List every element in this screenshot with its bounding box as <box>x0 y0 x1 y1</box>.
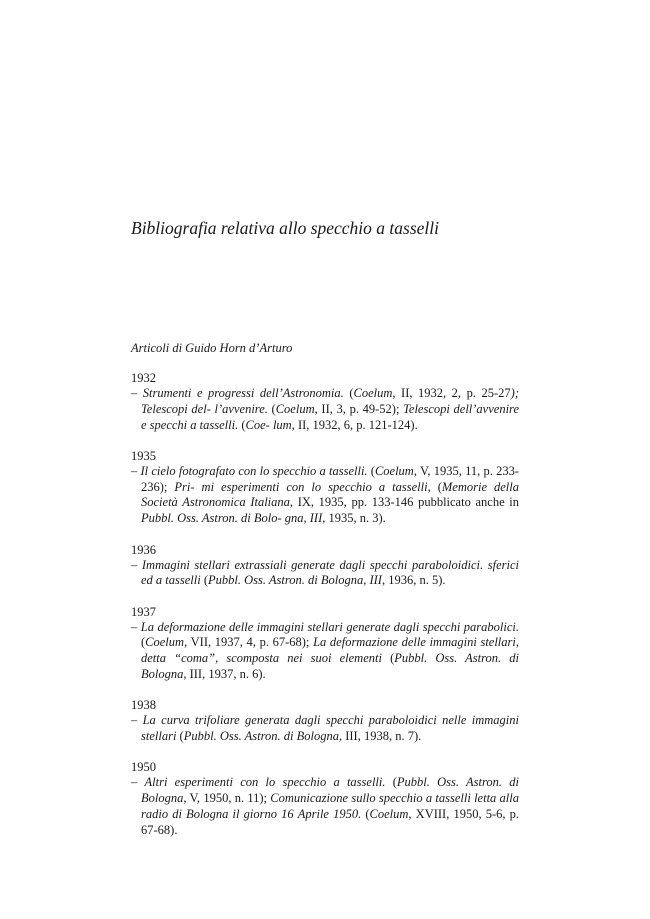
reference-text: ( <box>385 775 397 790</box>
reference-text: Pri- <box>174 479 195 494</box>
reference-text: scomposta nei suoi elementi <box>226 651 382 666</box>
reference-text: – <box>131 463 141 478</box>
entry-reference <box>131 386 519 433</box>
reference-text: Pubbl. Oss. Astron. di Bologna, III <box>208 573 382 588</box>
reference-text: Telescopi dell’avvenire e specchi a tasselli. <box>141 401 519 432</box>
reference-text: ( <box>343 386 354 400</box>
entry-year: 1938 <box>131 698 156 713</box>
reference-text: Pubbl. Oss. Astron. di Bologna <box>141 651 519 682</box>
section-title: Articoli di Guido Horn d’Arturo <box>131 341 293 355</box>
reference-text: – <box>131 386 143 400</box>
reference-text: – <box>131 713 143 728</box>
reference-text: ( <box>238 417 246 432</box>
reference-text: ( <box>203 573 209 588</box>
reference-text: – <box>131 775 145 790</box>
reference-text: ( <box>361 807 370 822</box>
reference-text: , II, 1932, 6, p. 121-124). <box>291 417 418 432</box>
page-title: Bibliografia relativa allo specchio a tasselli <box>131 218 440 238</box>
reference-text: , V, 1935, 11, p. 233-236); <box>141 463 519 494</box>
bibliography-list <box>131 370 519 853</box>
reference-text: Coelum <box>275 401 315 416</box>
reference-text: La curva trifoliare generata dagli specchi paraboloidici nelle immagini stellari <box>141 713 519 744</box>
reference-text: Altri esperimenti con lo specchio a tasselli. <box>144 775 386 790</box>
reference-text: Coelum <box>374 463 414 478</box>
entry-reference <box>131 713 519 745</box>
reference-text: , V, 1950, <box>183 791 232 806</box>
reference-text: , XVIII, 1950, 5-6, p. 67-68). <box>141 807 520 837</box>
entry-reference <box>131 620 519 683</box>
reference-text: Comunicazione sullo specchio a tasselli letta alla radio di Bologna il giorno 16 <box>141 791 520 822</box>
reference-text: Il cielo fotografato con lo specchio a tasselli. <box>140 463 368 478</box>
bibliography-entry <box>131 542 519 590</box>
reference-text: Strumenti e progressi dell’Astronomia. <box>142 386 344 400</box>
bibliography-entry <box>131 604 519 683</box>
bibliography-entry <box>131 370 519 433</box>
reference-text: n. 11); <box>234 791 271 806</box>
reference-text: ); Telescopi del- <box>141 386 519 416</box>
reference-text: , <box>184 635 188 650</box>
reference-text: , ( <box>427 479 442 494</box>
reference-text: Memorie della Società Astronomica <box>141 479 519 510</box>
reference-text: Oss. Astron. di Bologna <box>219 729 339 744</box>
reference-text: La deformazione delle immagini stellari, detta “coma”, <box>141 635 519 666</box>
reference-text: , II, 1932, 2, p. 25-27 <box>392 386 511 400</box>
entry-year: 1935 <box>131 448 156 463</box>
reference-text: ( <box>367 463 375 478</box>
entry-year: 1936 <box>131 542 156 557</box>
reference-text: ( <box>381 651 395 666</box>
reference-text: Aprile 1950. <box>297 807 362 822</box>
entry-reference <box>131 558 519 590</box>
reference-text: , 1935, n. 3). <box>322 511 386 526</box>
entry-year: 1932 <box>131 371 156 385</box>
reference-text: lum <box>272 417 292 432</box>
reference-text: gna, III <box>284 511 323 526</box>
entry-year: 1950 <box>131 760 156 775</box>
reference-text: Pubbl. Oss. Astron. di Bologna <box>141 775 519 806</box>
reference-text: l’avvenire. <box>214 401 268 416</box>
reference-text: Immagini stellari extrassiali generate dagli specchi paraboloidici. sferici ed a tasselli <box>141 557 519 588</box>
reference-text: Coelum <box>369 807 409 822</box>
reference-text: Italiana <box>250 495 290 510</box>
bibliography-entry <box>131 697 519 745</box>
reference-text: Coelum <box>145 635 185 650</box>
reference-text: Coelum <box>353 386 393 400</box>
reference-text: Coe- <box>245 417 270 432</box>
reference-text: Pubbl. Oss. Astron. di Bolo- <box>141 511 282 526</box>
entry-year: 1937 <box>131 604 156 619</box>
reference-text: La deformazione delle immagini stellari generate dagli specchi parabolici. <box>140 619 519 634</box>
reference-text: , IX, 1935, pp. 133-146 pubblicato anche in <box>289 495 520 510</box>
reference-text: – <box>131 557 142 572</box>
reference-text: mi esperimenti con lo specchio a tasselli <box>201 479 428 494</box>
reference-text: , III, 1938, n. 7). <box>338 729 422 744</box>
reference-text: , II, 3, p. 49-52); <box>314 401 404 416</box>
reference-text: ( <box>267 401 276 416</box>
reference-text: , III, 1937, n. 6). <box>183 667 266 682</box>
reference-text: , 1936, n. 5). <box>381 573 446 588</box>
bibliography-entry <box>131 759 519 838</box>
reference-text: ( <box>176 729 184 744</box>
reference-text: Pubbl. <box>183 729 217 744</box>
entry-reference <box>131 464 519 527</box>
entry-reference <box>131 775 519 838</box>
reference-text: VII, 1937, 4, p. 67-68); <box>190 635 314 650</box>
bibliography-entry <box>131 448 519 527</box>
reference-text: ( <box>141 635 146 650</box>
reference-text: – <box>131 619 141 634</box>
